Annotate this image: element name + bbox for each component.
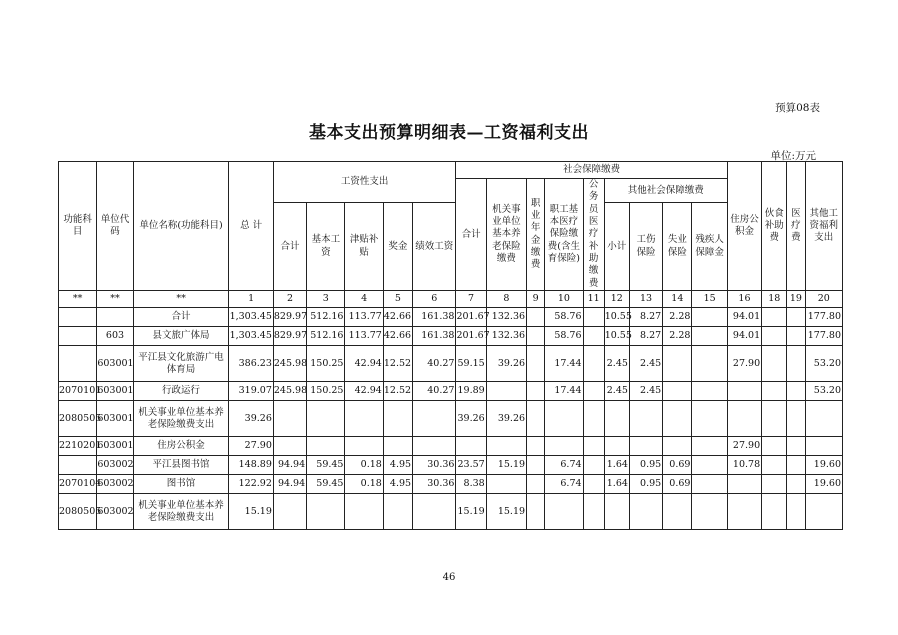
table-row <box>59 437 843 456</box>
value-cell: 386.23 <box>229 346 273 382</box>
value-cell <box>762 308 787 327</box>
value-cell <box>583 327 604 346</box>
value-cell: 42.94 <box>345 382 383 401</box>
value-cell <box>663 346 692 382</box>
value-cell <box>787 475 805 494</box>
unit-name-cell: 住房公积金 <box>133 437 229 456</box>
value-cell: 10.55 <box>604 308 629 327</box>
value-cell: 2.45 <box>629 382 662 401</box>
unit-code-cell: 603001 <box>97 382 133 401</box>
table-row <box>59 494 843 530</box>
value-cell: 15.19 <box>456 494 486 530</box>
value-cell: 40.27 <box>413 382 456 401</box>
value-cell <box>787 401 805 437</box>
value-cell: 94.94 <box>273 456 306 475</box>
value-cell: 15.19 <box>486 456 526 475</box>
header-annuity: 职业年金缴费 <box>527 179 545 291</box>
value-cell: 19.60 <box>805 456 843 475</box>
value-cell: 201.67 <box>456 327 486 346</box>
value-cell <box>307 494 345 530</box>
unit-name-cell: 平江县图书馆 <box>133 456 229 475</box>
value-cell <box>762 327 787 346</box>
value-cell: 58.76 <box>545 308 583 327</box>
value-cell: 177.80 <box>805 327 843 346</box>
value-cell: 177.80 <box>805 308 843 327</box>
column-index-cell: 2 <box>273 291 306 308</box>
value-cell: 12.52 <box>383 382 412 401</box>
header-unit-code: 单位代码 <box>97 162 133 291</box>
value-cell <box>692 456 727 475</box>
value-cell <box>413 494 456 530</box>
value-cell <box>527 401 545 437</box>
value-cell <box>345 437 383 456</box>
value-cell <box>604 437 629 456</box>
value-cell: 94.01 <box>727 327 761 346</box>
value-cell: 10.78 <box>727 456 761 475</box>
value-cell <box>663 382 692 401</box>
value-cell: 30.36 <box>413 475 456 494</box>
value-cell: 1.64 <box>604 475 629 494</box>
column-index-cell: 10 <box>545 291 583 308</box>
page-number: 46 <box>442 572 456 583</box>
unit-name-cell: 机关事业单位基本养老保险缴费支出 <box>133 401 229 437</box>
value-cell <box>692 475 727 494</box>
unit-label: 单位:万元 <box>770 150 816 162</box>
value-cell <box>527 327 545 346</box>
header-pension: 机关事业单位基本养老保险缴费 <box>486 179 526 291</box>
value-cell: 59.45 <box>307 456 345 475</box>
table-row <box>59 308 843 327</box>
unit-code-cell: 603 <box>97 327 133 346</box>
header-allowance: 津贴补贴 <box>345 203 383 291</box>
value-cell <box>787 494 805 530</box>
value-cell <box>692 382 727 401</box>
unit-name-cell: 县文旅广体局 <box>133 327 229 346</box>
value-cell: 1,303.45 <box>229 327 273 346</box>
value-cell <box>762 401 787 437</box>
value-cell: 0.18 <box>345 456 383 475</box>
value-cell: 27.90 <box>727 437 761 456</box>
func-code-cell: 2080505 <box>59 401 97 437</box>
value-cell <box>727 382 761 401</box>
unit-code-cell: 603002 <box>97 494 133 530</box>
column-index-cell: 9 <box>527 291 545 308</box>
value-cell <box>583 437 604 456</box>
value-cell <box>273 401 306 437</box>
column-index-cell: 13 <box>629 291 662 308</box>
value-cell: 1.64 <box>604 456 629 475</box>
value-cell <box>727 401 761 437</box>
value-cell <box>787 456 805 475</box>
value-cell: 6.74 <box>545 456 583 475</box>
value-cell <box>604 494 629 530</box>
value-cell: 58.76 <box>545 327 583 346</box>
column-index-cell: ** <box>59 291 97 308</box>
header-performance: 绩效工资 <box>413 203 456 291</box>
value-cell: 30.36 <box>413 456 456 475</box>
value-cell <box>692 494 727 530</box>
header-subtotal-social: 合计 <box>456 179 486 291</box>
value-cell: 27.90 <box>727 346 761 382</box>
value-cell <box>583 456 604 475</box>
value-cell: 150.25 <box>307 382 345 401</box>
value-cell: 53.20 <box>805 346 843 382</box>
value-cell <box>805 401 843 437</box>
value-cell: 39.26 <box>486 346 526 382</box>
func-code-cell: 2070104 <box>59 475 97 494</box>
value-cell: 59.45 <box>307 475 345 494</box>
value-cell: 15.19 <box>229 494 273 530</box>
value-cell: 2.45 <box>629 346 662 382</box>
value-cell: 4.95 <box>383 475 412 494</box>
value-cell <box>762 346 787 382</box>
value-cell: 23.57 <box>456 456 486 475</box>
value-cell <box>663 437 692 456</box>
value-cell <box>787 308 805 327</box>
value-cell <box>805 437 843 456</box>
value-cell <box>583 346 604 382</box>
column-index-row <box>59 291 843 308</box>
unit-name-cell: 图书馆 <box>133 475 229 494</box>
value-cell <box>787 437 805 456</box>
func-code-cell <box>59 456 97 475</box>
value-cell: 39.26 <box>456 401 486 437</box>
value-cell: 15.19 <box>486 494 526 530</box>
value-cell <box>762 475 787 494</box>
value-cell: 2.28 <box>663 308 692 327</box>
value-cell <box>456 437 486 456</box>
value-cell: 150.25 <box>307 346 345 382</box>
header-total: 总 计 <box>229 162 273 291</box>
value-cell <box>383 494 412 530</box>
value-cell: 42.66 <box>383 327 412 346</box>
header-injury: 工伤保险 <box>629 203 662 291</box>
table-row <box>59 382 843 401</box>
value-cell: 27.90 <box>229 437 273 456</box>
func-code-cell: 2080505 <box>59 494 97 530</box>
value-cell: 94.94 <box>273 475 306 494</box>
table-row <box>59 456 843 475</box>
value-cell <box>545 401 583 437</box>
value-cell <box>727 475 761 494</box>
value-cell: 829.97 <box>273 308 306 327</box>
column-index-cell: 15 <box>692 291 727 308</box>
value-cell: 4.95 <box>383 456 412 475</box>
value-cell <box>583 475 604 494</box>
value-cell: 53.20 <box>805 382 843 401</box>
value-cell: 122.92 <box>229 475 273 494</box>
table-row <box>59 346 843 382</box>
header-subtotal-other: 小计 <box>604 203 629 291</box>
value-cell: 6.74 <box>545 475 583 494</box>
value-cell <box>527 456 545 475</box>
value-cell: 201.67 <box>456 308 486 327</box>
value-cell <box>383 437 412 456</box>
value-cell <box>787 327 805 346</box>
value-cell: 17.44 <box>545 346 583 382</box>
value-cell <box>583 401 604 437</box>
value-cell <box>727 494 761 530</box>
value-cell <box>629 494 662 530</box>
column-index-cell: 3 <box>307 291 345 308</box>
header-bonus: 奖金 <box>383 203 412 291</box>
value-cell <box>762 494 787 530</box>
value-cell: 8.27 <box>629 327 662 346</box>
value-cell: 8.38 <box>456 475 486 494</box>
column-index-cell: ** <box>133 291 229 308</box>
value-cell: 40.27 <box>413 346 456 382</box>
value-cell <box>545 494 583 530</box>
value-cell <box>583 308 604 327</box>
document-tag: 预算08表 <box>775 102 820 114</box>
value-cell <box>527 494 545 530</box>
value-cell <box>413 401 456 437</box>
header-unit-name: 单位名称(功能科目) <box>133 162 229 291</box>
value-cell <box>486 382 526 401</box>
value-cell: 113.77 <box>345 327 383 346</box>
value-cell <box>692 327 727 346</box>
header-medical: 职工基本医疗保险缴费(含生育保险) <box>545 179 583 291</box>
unit-code-cell: 603002 <box>97 456 133 475</box>
value-cell <box>545 437 583 456</box>
header-medical-fee: 医疗费 <box>787 162 805 291</box>
func-code-cell: 2210201 <box>59 437 97 456</box>
value-cell: 161.38 <box>413 308 456 327</box>
unit-code-cell: 603001 <box>97 346 133 382</box>
value-cell <box>663 494 692 530</box>
value-cell <box>692 401 727 437</box>
value-cell <box>692 437 727 456</box>
func-code-cell <box>59 346 97 382</box>
column-index-cell: 16 <box>727 291 761 308</box>
value-cell: 829.97 <box>273 327 306 346</box>
header-other-social-group: 其他社会保障缴费 <box>604 179 727 203</box>
header-other: 其他工资福利支出 <box>805 162 843 291</box>
column-index-cell: 5 <box>383 291 412 308</box>
value-cell: 94.01 <box>727 308 761 327</box>
value-cell: 512.16 <box>307 308 345 327</box>
value-cell: 39.26 <box>229 401 273 437</box>
value-cell: 17.44 <box>545 382 583 401</box>
table-header <box>59 162 843 308</box>
value-cell: 512.16 <box>307 327 345 346</box>
func-code-cell <box>59 327 97 346</box>
value-cell: 0.18 <box>345 475 383 494</box>
column-index-cell: 14 <box>663 291 692 308</box>
value-cell <box>307 401 345 437</box>
value-cell <box>273 494 306 530</box>
value-cell: 245.98 <box>273 346 306 382</box>
value-cell <box>527 437 545 456</box>
value-cell: 319.07 <box>229 382 273 401</box>
value-cell <box>629 437 662 456</box>
value-cell <box>486 475 526 494</box>
column-index-cell: 8 <box>486 291 526 308</box>
unit-code-cell: 603002 <box>97 475 133 494</box>
value-cell: 1,303.45 <box>229 308 273 327</box>
value-cell <box>345 401 383 437</box>
column-index-cell: 1 <box>229 291 273 308</box>
value-cell <box>692 308 727 327</box>
value-cell <box>604 401 629 437</box>
value-cell <box>787 346 805 382</box>
value-cell <box>692 346 727 382</box>
header-subtotal-salary: 合计 <box>273 203 306 291</box>
expenditure-table <box>58 161 843 530</box>
value-cell: 132.36 <box>486 327 526 346</box>
table-row <box>59 475 843 494</box>
value-cell <box>527 346 545 382</box>
func-code-cell <box>59 308 97 327</box>
header-housing: 住房公积金 <box>727 162 761 291</box>
table-row <box>59 327 843 346</box>
unit-code-cell: 603001 <box>97 437 133 456</box>
header-func-code: 功能科目 <box>59 162 97 291</box>
value-cell: 10.55 <box>604 327 629 346</box>
value-cell <box>383 401 412 437</box>
value-cell: 19.60 <box>805 475 843 494</box>
value-cell <box>583 494 604 530</box>
table-row <box>59 401 843 437</box>
value-cell: 0.69 <box>663 456 692 475</box>
unit-code-cell: 603001 <box>97 401 133 437</box>
value-cell <box>762 382 787 401</box>
column-index-cell: 4 <box>345 291 383 308</box>
value-cell <box>527 475 545 494</box>
header-civil-medical: 公务员医疗补助缴费 <box>583 179 604 291</box>
value-cell <box>345 494 383 530</box>
column-index-cell: 6 <box>413 291 456 308</box>
header-social-group: 社会保障缴费 <box>456 162 727 179</box>
header-meal: 伙食补助费 <box>762 162 787 291</box>
unit-name-cell: 平江县文化旅游广电体育局 <box>133 346 229 382</box>
value-cell: 59.15 <box>456 346 486 382</box>
value-cell: 0.95 <box>629 475 662 494</box>
header-basic-salary: 基本工资 <box>307 203 345 291</box>
value-cell: 2.28 <box>663 327 692 346</box>
column-index-cell: 20 <box>805 291 843 308</box>
unit-name-cell: 行政运行 <box>133 382 229 401</box>
value-cell <box>527 382 545 401</box>
column-index-cell: 7 <box>456 291 486 308</box>
value-cell <box>527 308 545 327</box>
value-cell: 245.98 <box>273 382 306 401</box>
value-cell: 19.89 <box>456 382 486 401</box>
value-cell <box>787 382 805 401</box>
value-cell: 148.89 <box>229 456 273 475</box>
value-cell: 0.95 <box>629 456 662 475</box>
value-cell: 132.36 <box>486 308 526 327</box>
header-salary-group: 工资性支出 <box>273 162 456 203</box>
column-index-cell: 18 <box>762 291 787 308</box>
value-cell: 2.45 <box>604 382 629 401</box>
value-cell <box>413 437 456 456</box>
value-cell <box>273 437 306 456</box>
column-index-cell: 19 <box>787 291 805 308</box>
column-index-cell: ** <box>97 291 133 308</box>
header-disability: 残疾人保障金 <box>692 203 727 291</box>
func-code-cell: 2070101 <box>59 382 97 401</box>
page-title: 基本支出预算明细表—工资福利支出 <box>309 123 589 143</box>
value-cell <box>486 437 526 456</box>
value-cell <box>629 401 662 437</box>
column-index-cell: 11 <box>583 291 604 308</box>
value-cell <box>805 494 843 530</box>
column-index-cell: 12 <box>604 291 629 308</box>
value-cell: 42.66 <box>383 308 412 327</box>
value-cell <box>762 437 787 456</box>
value-cell <box>663 401 692 437</box>
value-cell: 12.52 <box>383 346 412 382</box>
value-cell: 113.77 <box>345 308 383 327</box>
value-cell: 2.45 <box>604 346 629 382</box>
table-body <box>59 308 843 530</box>
value-cell <box>583 382 604 401</box>
value-cell: 39.26 <box>486 401 526 437</box>
header-unemployment: 失业保险 <box>663 203 692 291</box>
value-cell: 8.27 <box>629 308 662 327</box>
value-cell: 161.38 <box>413 327 456 346</box>
value-cell: 42.94 <box>345 346 383 382</box>
unit-code-cell <box>97 308 133 327</box>
unit-name-cell: 合计 <box>133 308 229 327</box>
value-cell: 0.69 <box>663 475 692 494</box>
unit-name-cell: 机关事业单位基本养老保险缴费支出 <box>133 494 229 530</box>
value-cell <box>762 456 787 475</box>
value-cell <box>307 437 345 456</box>
